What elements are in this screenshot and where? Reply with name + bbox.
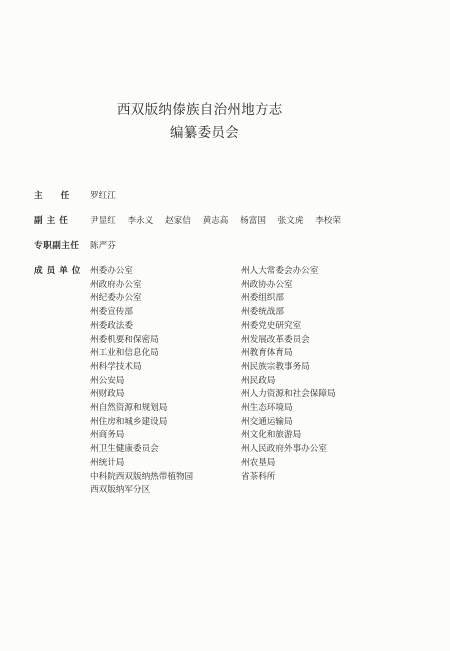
member-unit: 州农垦局 — [241, 457, 276, 468]
member-unit: 省茶科所 — [241, 471, 276, 482]
deputy-directors-names — [90, 216, 350, 227]
member-unit: 州人大常委会办公室 — [241, 266, 319, 276]
deputy-director-name: 张文虎 — [277, 216, 304, 226]
member-units-label: 成员单位 — [34, 266, 85, 276]
member-unit: 州人民政府外事办公室 — [241, 444, 327, 455]
fulltime-deputy-name: 陈严芬 — [90, 241, 116, 251]
deputy-director-name: 李校荣 — [315, 216, 341, 226]
member-unit: 州商务局 — [90, 430, 125, 441]
member-unit: 州委统战部 — [241, 307, 284, 318]
member-unit: 州人力资源和社会保障局 — [241, 389, 336, 400]
member-unit: 州纪委办公室 — [90, 293, 142, 304]
member-unit: 州政府办公室 — [90, 279, 142, 290]
fulltime-deputy-label: 专职副主任 — [34, 241, 80, 251]
member-unit: 州科学技术局 — [90, 361, 142, 372]
deputy-director-name: 尹显红 — [90, 216, 116, 226]
member-unit: 州民政局 — [241, 375, 276, 386]
member-unit: 州文化和旅游局 — [241, 430, 302, 441]
title-line-2: 编纂委员会 — [170, 125, 239, 141]
member-unit: 州生态环境局 — [241, 403, 293, 414]
deputy-directors-label: 副主任 — [34, 216, 72, 226]
title-line-1: 西双版纳傣族自治州地方志 — [117, 102, 283, 118]
member-units-column-1 — [90, 265, 193, 498]
member-unit: 州公安局 — [90, 375, 125, 386]
fulltime-deputy-names — [90, 241, 125, 252]
member-unit: 州住房和城乡建设局 — [90, 416, 168, 427]
member-unit: 西双版纳军分区 — [90, 485, 151, 496]
member-unit: 州委办公室 — [90, 266, 133, 276]
deputy-director-name: 黄志高 — [202, 216, 229, 226]
deputy-director-name: 李永义 — [127, 216, 154, 226]
director-name: 罗红江 — [90, 191, 116, 201]
member-units-column-2 — [241, 265, 336, 484]
member-unit: 州政协办公室 — [241, 279, 293, 290]
member-unit: 州委政法委 — [90, 320, 133, 331]
member-unit: 州委组织部 — [241, 293, 284, 304]
member-unit: 州自然资源和规划局 — [90, 403, 168, 414]
member-unit: 中科院西双版纳热带植物园 — [90, 471, 194, 482]
director-names — [90, 191, 125, 202]
deputy-director-name: 赵家信 — [165, 216, 191, 226]
member-unit: 州委机要和保密局 — [90, 334, 159, 345]
member-unit: 州民族宗教事务局 — [241, 361, 310, 372]
member-unit: 州统计局 — [90, 457, 125, 468]
member-unit: 州卫生健康委员会 — [90, 444, 159, 455]
member-unit: 州发展改革委员会 — [241, 334, 310, 345]
member-unit: 州工业和信息化局 — [90, 348, 159, 359]
member-unit: 州财政局 — [90, 389, 125, 400]
member-unit: 州委宣传部 — [90, 307, 133, 318]
member-unit: 州交通运输局 — [241, 416, 293, 427]
deputy-director-name: 杨富国 — [240, 216, 266, 226]
member-unit: 州委党史研究室 — [241, 320, 302, 331]
member-unit: 州教育体育局 — [241, 348, 293, 359]
director-label: 主任 — [34, 191, 88, 201]
